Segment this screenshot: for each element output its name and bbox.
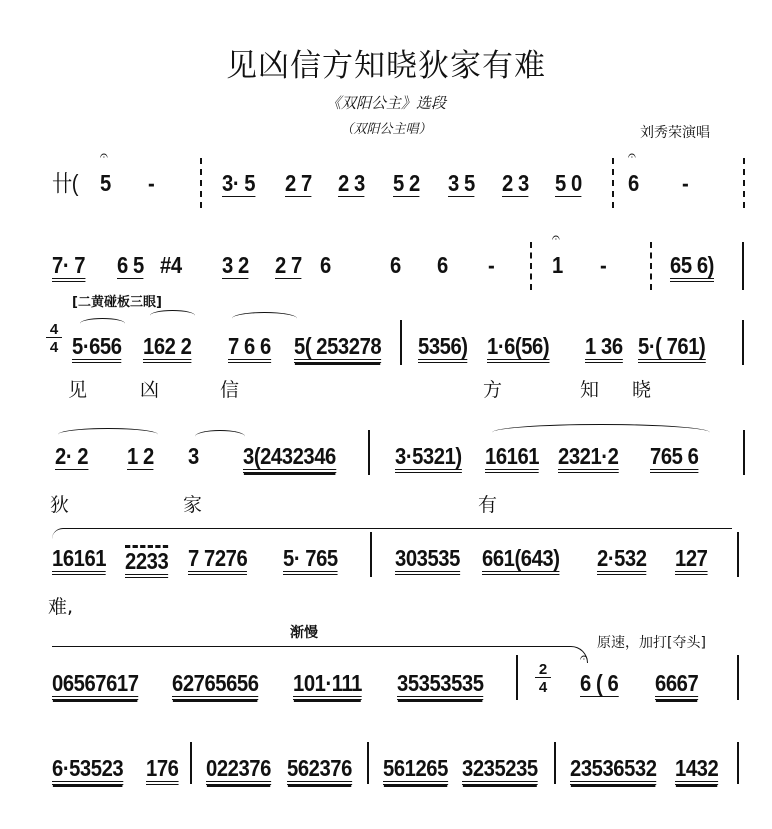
note-group: 3·5321) (395, 443, 462, 473)
fermata-icon: 𝄐 (552, 230, 560, 246)
note-group: 6 (390, 252, 401, 278)
lyric-char: 见 (68, 379, 88, 401)
note-group: 16161 (485, 443, 539, 473)
barline (516, 655, 518, 700)
lyric-char: 难, (48, 596, 74, 618)
barline (737, 742, 739, 784)
note-group: - (488, 252, 495, 278)
note-group: 1432 (675, 755, 718, 785)
slur (492, 424, 710, 441)
barline (530, 242, 532, 290)
note-group: 3(2432346 (243, 443, 336, 473)
time-signature-numerator: 2 (535, 662, 551, 678)
barline (737, 532, 739, 577)
barline (743, 158, 745, 208)
lyric-char: 有 (478, 494, 498, 516)
note-group: 1 (552, 252, 563, 278)
lyric-char: 狄 (50, 494, 70, 516)
note-group: 561265 (383, 755, 448, 785)
note-group: 3· 5 (222, 170, 256, 196)
time-signature-denominator: 4 (538, 679, 548, 696)
ritardando-label: 渐慢 (290, 625, 318, 641)
slur (80, 318, 125, 329)
note-group: 3 5 (448, 170, 475, 196)
note-group: 6·53523 (52, 755, 123, 785)
ritardando-line (52, 646, 588, 663)
note-group: 101·111 (293, 670, 362, 700)
note-group: 1·6(56) (487, 333, 549, 363)
lyric-char: 知 (580, 379, 600, 401)
opera-subtitle: 《双阳公主》选段 (325, 94, 446, 112)
fermata-icon: 𝄐 (628, 148, 636, 164)
note-group: 5 0 (555, 170, 582, 196)
note-group: 6 5 (117, 252, 144, 278)
note-group: 2233 (125, 545, 168, 578)
note-group: - (600, 252, 607, 278)
note-group: 65 6) (670, 252, 714, 282)
note-group: 7 7276 (188, 545, 247, 575)
note-group: 6 (628, 170, 639, 196)
lyric-char: 信 (220, 379, 240, 401)
time-signature-denominator: 4 (49, 339, 59, 356)
note-group: 06567617 (52, 670, 139, 700)
barline (742, 242, 744, 290)
note-group: 562376 (287, 755, 352, 785)
note-group: 5356) (418, 333, 468, 363)
note-group: 022376 (206, 755, 271, 785)
note-group: 3235235 (462, 755, 538, 785)
barline (367, 742, 369, 784)
note-group: 6667 (655, 670, 698, 700)
note-group: 5·656 (72, 333, 122, 363)
note-group: 162 2 (143, 333, 191, 363)
note-group: 5 (100, 170, 111, 196)
slur (58, 428, 158, 441)
fermata-icon: 𝄐 (100, 148, 108, 164)
note-group: 2 3 (502, 170, 529, 196)
lyric-char: 家 (183, 494, 203, 516)
note-group: 5( 253278 (294, 333, 381, 363)
lyric-char: 方 (483, 379, 503, 401)
note-group: #4 (160, 252, 182, 278)
barline (200, 158, 202, 208)
note-group: 2·532 (597, 545, 647, 575)
barline (650, 242, 652, 290)
role-note: （双阳公主唱） (340, 122, 432, 137)
note-group: - (682, 170, 689, 196)
barline (190, 742, 192, 784)
note-group: 16161 (52, 545, 106, 575)
barline (737, 655, 739, 700)
note-group: 5·( 761) (638, 333, 705, 363)
note-group: 3 (188, 443, 199, 469)
slur (195, 430, 245, 443)
note-group: 1 2 (127, 443, 154, 469)
note-group: 卄( (52, 170, 79, 196)
slur (150, 310, 195, 321)
note-group: - (148, 170, 155, 196)
note-group: 661(643) (482, 545, 560, 575)
barline (554, 742, 556, 784)
note-group: 1 36 (585, 333, 623, 363)
song-title: 见凶信方知晓狄家有难 (226, 48, 546, 84)
note-group: 176 (146, 755, 178, 785)
note-group: 7· 7 (52, 252, 85, 282)
barline (743, 430, 745, 475)
slur (232, 312, 297, 325)
note-group: 23536532 (570, 755, 657, 785)
lyric-char: 凶 (140, 379, 160, 401)
note-group: 6 (320, 252, 331, 278)
note-group: 2· 2 (55, 443, 89, 469)
fermata-icon: 𝄐 (580, 650, 588, 666)
slur (52, 528, 732, 539)
note-group: 2321·2 (558, 443, 618, 473)
note-group: 62765656 (172, 670, 259, 700)
banqiang-label: [二黄碰板三眼] (72, 295, 162, 310)
barline (368, 430, 370, 475)
note-group: 303535 (395, 545, 460, 575)
note-group: 35353535 (397, 670, 484, 700)
barline (612, 158, 614, 208)
barline (370, 532, 372, 577)
note-group: 3 2 (222, 252, 249, 278)
note-group: 7 6 6 (228, 333, 271, 363)
note-group: 6 ( 6 (580, 670, 619, 696)
note-group: 765 6 (650, 443, 698, 473)
performer-credit: 刘秀荣演唱 (640, 125, 710, 141)
note-group: 5 2 (393, 170, 420, 196)
note-group: 2 7 (275, 252, 302, 278)
note-group: 2 7 (285, 170, 312, 196)
time-signature-numerator: 4 (46, 322, 62, 338)
note-group: 6 (437, 252, 448, 278)
barline (400, 320, 402, 365)
barline (742, 320, 744, 365)
note-group: 127 (675, 545, 707, 575)
note-group: 2 3 (338, 170, 365, 196)
note-group: 5· 765 (283, 545, 338, 575)
lyric-char: 晓 (632, 379, 652, 401)
tempo-label: 原速，加打[夺头] (597, 635, 706, 651)
